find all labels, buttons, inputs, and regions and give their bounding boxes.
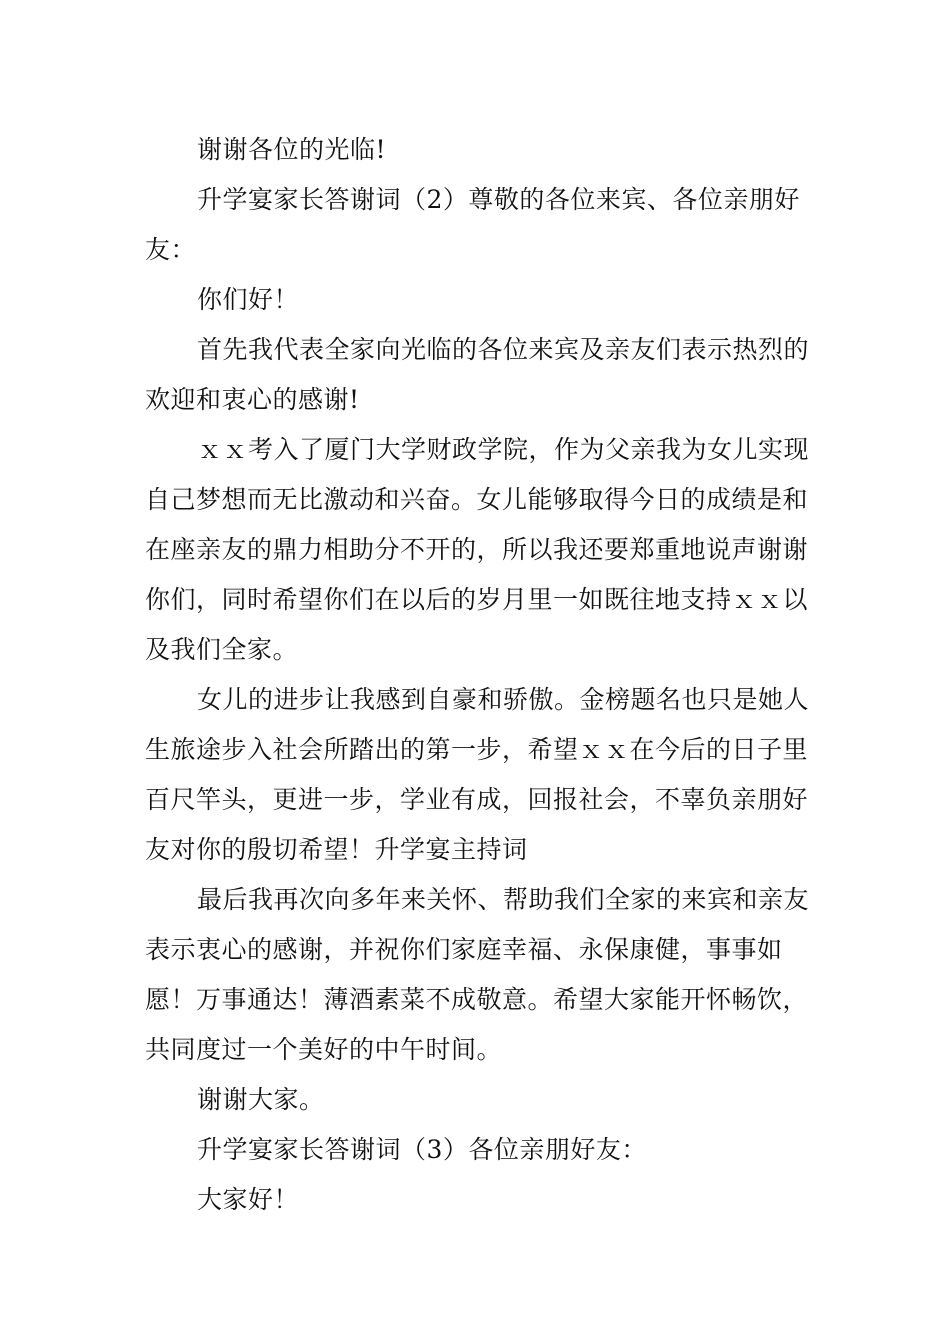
paragraph-hello-all: 大家好！: [197, 1185, 300, 1214]
paragraph-thanks: 谢谢各位的光临!: [197, 135, 387, 164]
paragraph-closing: 最后我再次向多年来关怀、帮助我们全家的来宾和亲友表示衷心的感谢，并祝你们家庭幸福、永保康健，事事如愿！万事通达！薄酒素菜不成敬意。希望大家能开怀畅饮，共同度过一个美好的中午时间。: [145, 885, 810, 1064]
paragraph-speech-3-heading: 升学宴家长答谢词（3）各位亲朋好友：: [197, 1135, 647, 1164]
paragraph-speech-2-heading: 升学宴家长答谢词（2）尊敬的各位来宾、各位亲朋好友：: [145, 185, 800, 264]
paragraph-progress: 女儿的进步让我感到自豪和骄傲。金榜题名也只是她人生旅途步入社会所踏出的第一步，希望ｘｘ在今后的日子里百尺竿头，更进一步，学业有成，回报社会，不辜负亲朋好友对你的殷切希望！升学宴主持词: [145, 685, 810, 864]
document-body: [145, 125, 809, 1225]
paragraph-thanks-all: 谢谢大家。: [197, 1085, 325, 1114]
paragraph-admission: ｘｘ考入了厦门大学财政学院，作为父亲我为女儿实现自己梦想而无比激动和兴奋。女儿能够取得今日的成绩是和在座亲友的鼎力相助分不开的，所以我还要郑重地说声谢谢你们，同时希望你们在以后的岁月里一如既往地支持ｘｘ以及我们全家。: [145, 435, 810, 664]
paragraph-welcome: 首先我代表全家向光临的各位来宾及亲友们表示热烈的欢迎和衷心的感谢!: [145, 335, 810, 414]
paragraph-greeting: 你们好！: [197, 285, 300, 314]
